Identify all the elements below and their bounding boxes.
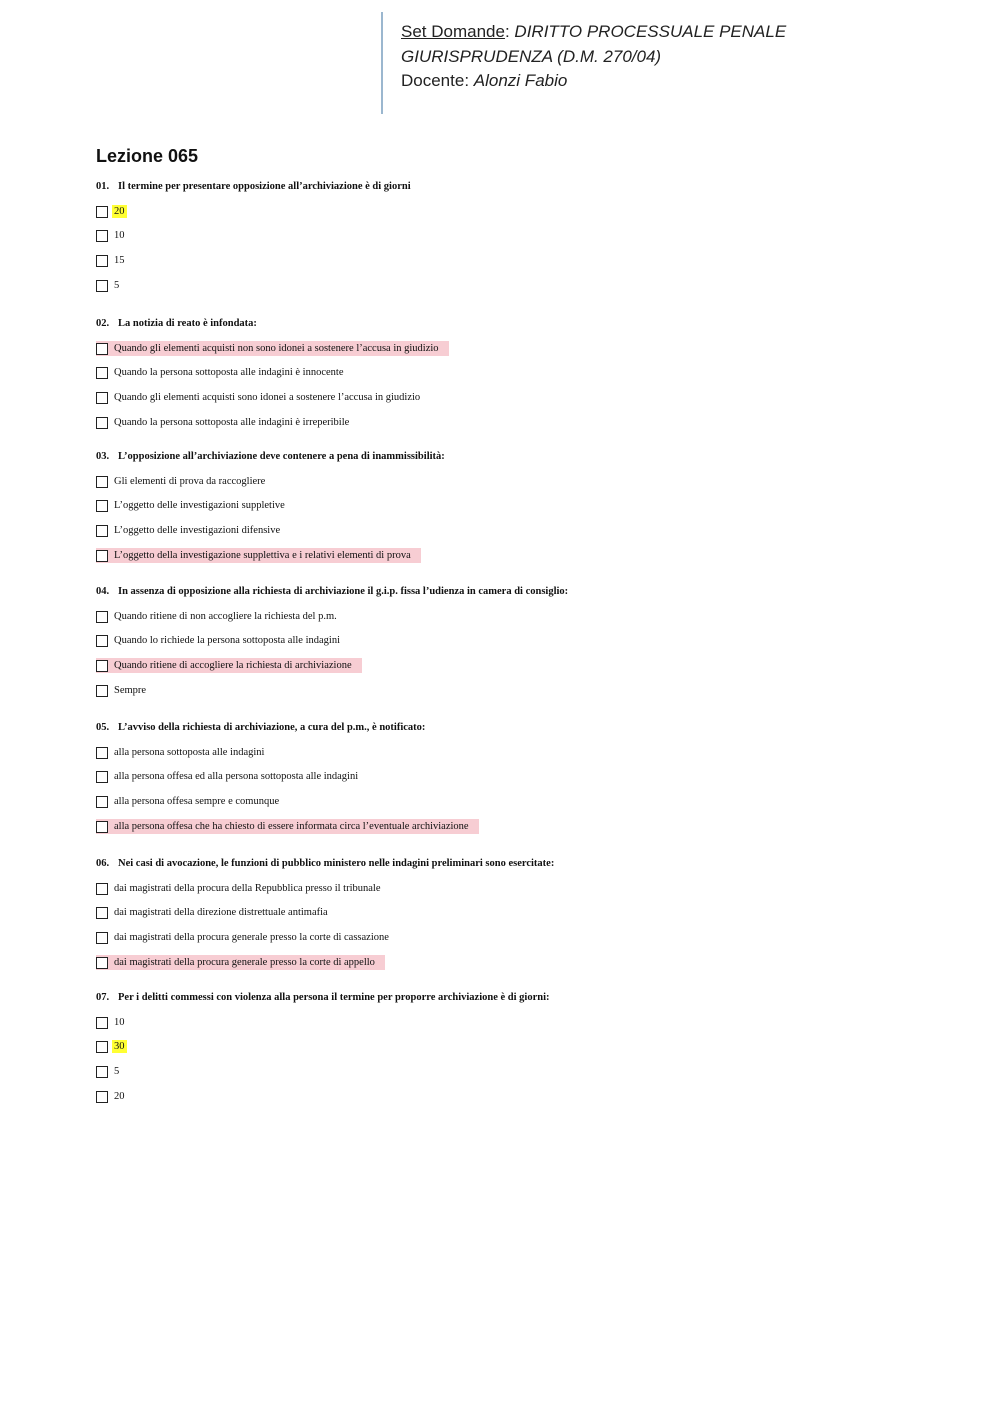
answer-checkbox[interactable] — [96, 771, 108, 783]
answer-option[interactable] — [96, 523, 282, 538]
set-line — [401, 20, 786, 45]
answer-text: 10 — [114, 1017, 125, 1028]
answer-text: 15 — [114, 255, 125, 266]
answer-text: alla persona sottoposta alle indagini — [114, 747, 265, 758]
question-text: Per i delitti commessi con violenza alla persona il termine per proporre archiviazione è di giorni: — [118, 992, 550, 1003]
answer-text: L’oggetto delle investigazioni suppletive — [114, 500, 285, 511]
answer-checkbox[interactable] — [96, 392, 108, 404]
answer-text: L’oggetto della investigazione supplettiva e i relativi elementi di prova — [114, 550, 411, 561]
question-number: 03. — [96, 451, 110, 462]
answer-checkbox[interactable] — [96, 367, 108, 379]
answer-text: Quando gli elementi acquisti non sono idonei a sostenere l’accusa in giudizio — [114, 343, 439, 354]
answer-checkbox[interactable] — [96, 796, 108, 808]
answer-text: Sempre — [114, 685, 147, 696]
answer-option[interactable] — [96, 683, 148, 698]
answer-checkbox[interactable] — [96, 932, 108, 944]
question-text: Il termine per presentare opposizione all’archiviazione è di giorni — [118, 181, 411, 192]
answer-option[interactable] — [96, 204, 127, 219]
question-4 — [96, 586, 568, 597]
answer-option[interactable] — [96, 278, 121, 293]
answer-option[interactable] — [96, 609, 339, 624]
docente-label: Docente: — [401, 71, 470, 90]
answer-text: dai magistrati della direzione distrettuale antimafia — [114, 907, 328, 918]
answer-option[interactable] — [96, 390, 422, 405]
answer-text: Gli elementi di prova da raccogliere — [114, 476, 266, 487]
answer-option[interactable] — [96, 745, 266, 760]
answer-option[interactable] — [96, 341, 449, 356]
answer-checkbox[interactable] — [96, 476, 108, 488]
answer-option[interactable] — [96, 1039, 127, 1054]
answer-option[interactable] — [96, 415, 351, 430]
answer-checkbox[interactable] — [96, 821, 108, 833]
subject-line-1: DIRITTO PROCESSUALE PENALE — [514, 22, 787, 41]
answer-checkbox[interactable] — [96, 1091, 108, 1103]
question-2 — [96, 318, 257, 329]
answer-option[interactable] — [96, 881, 383, 896]
answer-option[interactable] — [96, 769, 360, 784]
answer-checkbox[interactable] — [96, 525, 108, 537]
question-text: La notizia di reato è infondata: — [118, 318, 257, 329]
docente-name: Alonzi Fabio — [473, 71, 568, 90]
answer-text: L’oggetto delle investigazioni difensive — [114, 525, 281, 536]
answer-option[interactable] — [96, 365, 345, 380]
answer-option[interactable] — [96, 794, 281, 809]
answer-checkbox[interactable] — [96, 907, 108, 919]
answer-text: dai magistrati della procura della Repubblica presso il tribunale — [114, 883, 381, 894]
answer-text: Quando ritiene di non accogliere la richiesta del p.m. — [114, 611, 337, 622]
subject-line-2: GIURISPRUDENZA (D.M. 270/04) — [401, 46, 662, 66]
question-6 — [96, 858, 554, 869]
answer-option[interactable] — [96, 819, 479, 834]
answer-text: Quando lo richiede la persona sottoposta alle indagini — [114, 635, 340, 646]
answer-option[interactable] — [96, 498, 287, 513]
question-number: 04. — [96, 586, 110, 597]
answer-option[interactable] — [96, 905, 330, 920]
answer-option[interactable] — [96, 1064, 121, 1079]
answer-text: Quando la persona sottoposta alle indagini è innocente — [114, 367, 344, 378]
answer-checkbox[interactable] — [96, 883, 108, 895]
answer-checkbox[interactable] — [96, 1066, 108, 1078]
question-text: In assenza di opposizione alla richiesta di archiviazione il g.i.p. fissa l’udienza in camera di consiglio: — [118, 586, 569, 597]
answer-option[interactable] — [96, 955, 385, 970]
answer-checkbox[interactable] — [96, 550, 108, 562]
answer-checkbox[interactable] — [96, 747, 108, 759]
answer-text: dai magistrati della procura generale presso la corte di appello — [114, 957, 375, 968]
answer-option[interactable] — [96, 228, 127, 243]
answer-checkbox[interactable] — [96, 957, 108, 969]
document-header — [381, 12, 786, 114]
question-number: 06. — [96, 858, 110, 869]
answer-text: 30 — [114, 1041, 125, 1052]
question-7 — [96, 992, 550, 1003]
answer-checkbox[interactable] — [96, 343, 108, 355]
answer-text: alla persona offesa che ha chiesto di essere informata circa l’eventuale archiviazione — [114, 821, 469, 832]
question-5 — [96, 722, 425, 733]
question-3 — [96, 451, 445, 462]
question-text: L’avviso della richiesta di archiviazione, a cura del p.m., è notificato: — [118, 722, 426, 733]
answer-checkbox[interactable] — [96, 206, 108, 218]
lesson-title: Lezione 065 — [96, 146, 199, 166]
answer-checkbox[interactable] — [96, 230, 108, 242]
answer-option[interactable] — [96, 474, 267, 489]
question-1 — [96, 181, 411, 192]
answer-text: alla persona offesa sempre e comunque — [114, 796, 280, 807]
answer-checkbox[interactable] — [96, 1017, 108, 1029]
set-label: Set Domande — [401, 22, 505, 41]
question-number: 01. — [96, 181, 110, 192]
answer-option[interactable] — [96, 1015, 127, 1030]
answer-option[interactable] — [96, 930, 391, 945]
answer-checkbox[interactable] — [96, 500, 108, 512]
answer-text: 5 — [114, 280, 120, 291]
answer-text: 5 — [114, 1066, 120, 1077]
answer-checkbox[interactable] — [96, 685, 108, 697]
answer-text: alla persona offesa ed alla persona sottoposta alle indagini — [114, 771, 359, 782]
docente-line — [401, 69, 786, 94]
answer-option[interactable] — [96, 1089, 127, 1104]
answer-checkbox[interactable] — [96, 635, 108, 647]
answer-checkbox[interactable] — [96, 255, 108, 267]
answer-text: dai magistrati della procura generale presso la corte di cassazione — [114, 932, 389, 943]
question-number: 02. — [96, 318, 110, 329]
question-text: L’opposizione all’archiviazione deve contenere a pena di inammissibilità: — [118, 451, 445, 462]
answer-option[interactable] — [96, 548, 421, 563]
answer-text: 20 — [114, 206, 125, 217]
answer-text: 20 — [114, 1091, 125, 1102]
question-number: 07. — [96, 992, 110, 1003]
answer-checkbox[interactable] — [96, 660, 108, 672]
question-number: 05. — [96, 722, 110, 733]
answer-text: Quando ritiene di accogliere la richiesta di archiviazione — [114, 660, 352, 671]
set-separator: : — [504, 22, 510, 41]
answer-checkbox[interactable] — [96, 611, 108, 623]
answer-text: Quando gli elementi acquisti sono idonei a sostenere l’accusa in giudizio — [114, 392, 421, 403]
answer-option[interactable] — [96, 253, 127, 268]
answer-text: Quando la persona sottoposta alle indagini è irreperibile — [114, 417, 350, 428]
question-text: Nei casi di avocazione, le funzioni di pubblico ministero nelle indagini preliminari sono esercitate: — [118, 858, 555, 869]
answer-text: 10 — [114, 230, 125, 241]
answer-option[interactable] — [96, 658, 362, 673]
answer-checkbox[interactable] — [96, 280, 108, 292]
answer-checkbox[interactable] — [96, 1041, 108, 1053]
answer-option[interactable] — [96, 633, 342, 648]
answer-checkbox[interactable] — [96, 417, 108, 429]
